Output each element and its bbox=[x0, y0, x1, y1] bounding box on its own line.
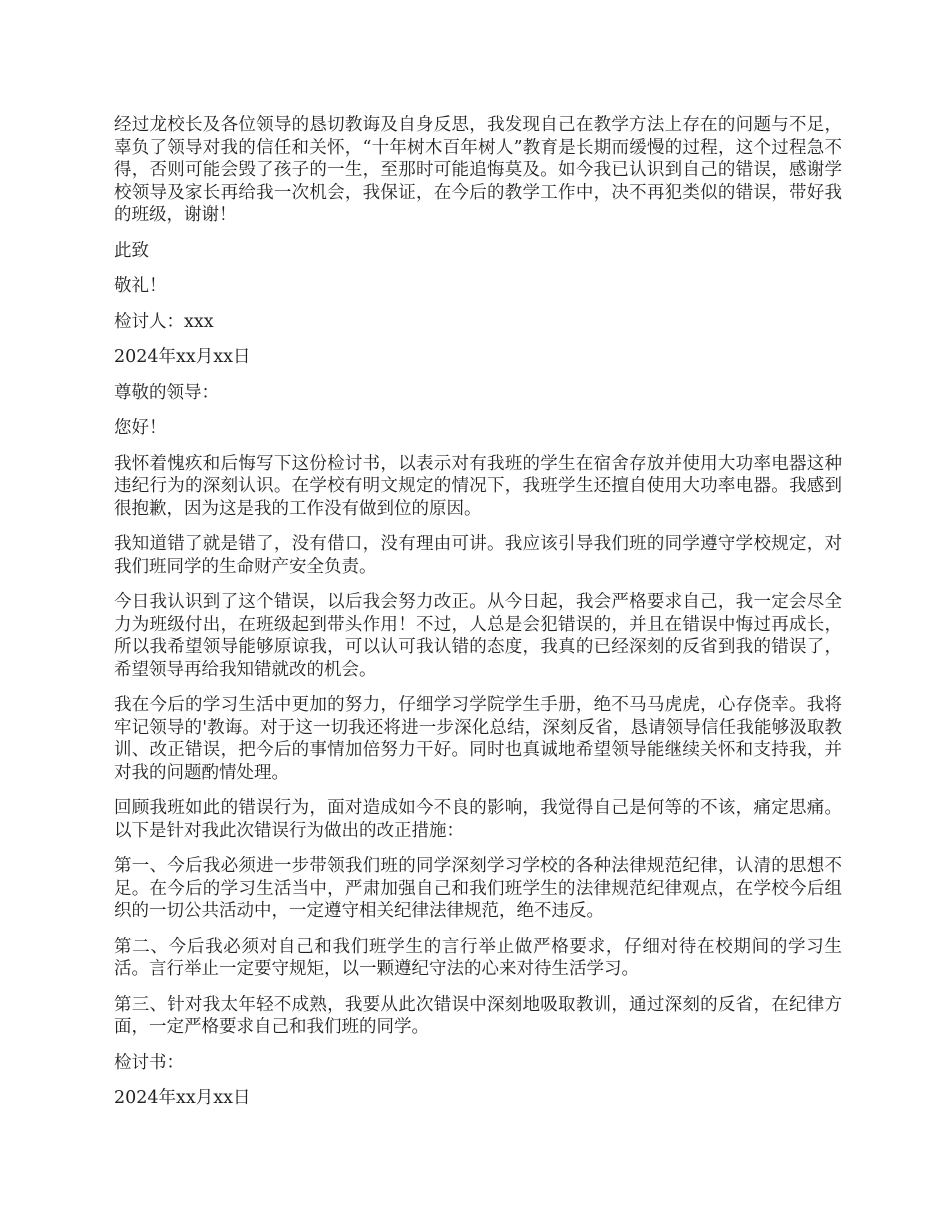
paragraph-measure-2: 第二、今后我必须对自己和我们班学生的言行举止做严格要求，仔细对待在校期间的学习生活。言行举止一定要守规矩，以一颗遵纪守法的心来对待生活学习。 bbox=[114, 936, 842, 979]
letter-greeting: 尊敬的领导： bbox=[114, 382, 219, 403]
paragraph-commitment: 今日我认识到了这个错误，以后我会努力改正。从今日起，我会严格要求自己，我一定会尽全力为班级付出，在班级起到带头作用！不过，人总是会犯错误的，并且在错误中悔过再成长，所以我希望领导能够原谅我，可以认可我认错的态度，我真的已经深刻的反省到我的错误了，希望领导再给我知错就改的机会。 bbox=[114, 592, 842, 680]
signature-label: 检讨书： bbox=[114, 1052, 184, 1073]
signature-date: 2024年xx月xx日 bbox=[114, 347, 251, 367]
document-body bbox=[114, 114, 842, 1123]
letter-hello: 您好！ bbox=[114, 418, 167, 438]
signature-author: 检讨人：xxx bbox=[114, 311, 214, 332]
paragraph-apology-closing: 经过龙校长及各位领导的恳切教诲及自身反思，我发现自己在教学方法上存在的问题与不足，辜负了领导对我的信任和关怀，“十年树木百年树人”教育是长期而缓慢的过程，这个过程急不得，否则可能会毁了孩子的一生，至那时可能追悔莫及。如今我已认识到自己的错误，感谢学校领导及家长再给我一次机会，我保证，在今后的教学工作中，决不再犯类似的错误，带好我的班级，谢谢！ bbox=[114, 115, 842, 225]
signature-date-final: 2024年xx月xx日 bbox=[114, 1088, 251, 1108]
paragraph-measure-1: 第一、今后我必须进一步带领我们班的同学深刻学习学校的各种法律规范纪律，认清的思想不足。在今后的学习生活当中，严肃加强自己和我们班学生的法律规范纪律观点，在学校今后组织的一切公共活动中，一定遵守相关纪律法律规范，绝不违反。 bbox=[114, 856, 842, 921]
paragraph-intro: 我怀着愧疚和后悔写下这份检讨书，以表示对有我班的学生在宿舍存放并使用大功率电器这种违纪行为的深刻认识。在学校有明文规定的情况下，我班学生还擅自使用大功率电器。我感到很抱歉，因为这是我的工作没有做到位的原因。 bbox=[114, 453, 842, 519]
paragraph-reflection: 回顾我班如此的错误行为，面对造成如今不良的影响，我觉得自己是何等的不该，痛定思痛。以下是针对我此次错误行为做出的改正措施： bbox=[114, 798, 842, 841]
paragraph-admission: 我知道错了就是错了，没有借口，没有理由可讲。我应该引导我们班的同学遵守学校规定，对我们班同学的生命财产安全负责。 bbox=[114, 534, 842, 577]
salutation-cizhi: 此致 bbox=[114, 240, 149, 261]
paragraph-measure-3: 第三、针对我太年轻不成熟，我要从此次错误中深刻地吸取教训，通过深刻的反省，在纪律方面，一定严格要求自己和我们班的同学。 bbox=[114, 994, 842, 1037]
paragraph-effort: 我在今后的学习生活中更加的努力，仔细学习学院学生手册，绝不马马虎虎，心存侥幸。我将牢记领导的'教诲。对于这一切我还将进一步深化总结，深刻反省，恳请领导信任我能够汲取教训、改正错误，把今后的事情加倍努力干好。同时也真诚地希望领导能继续关怀和支持我，并对我的问题酌情处理。 bbox=[114, 695, 842, 783]
salutation-jingli: 敬礼！ bbox=[114, 276, 167, 296]
